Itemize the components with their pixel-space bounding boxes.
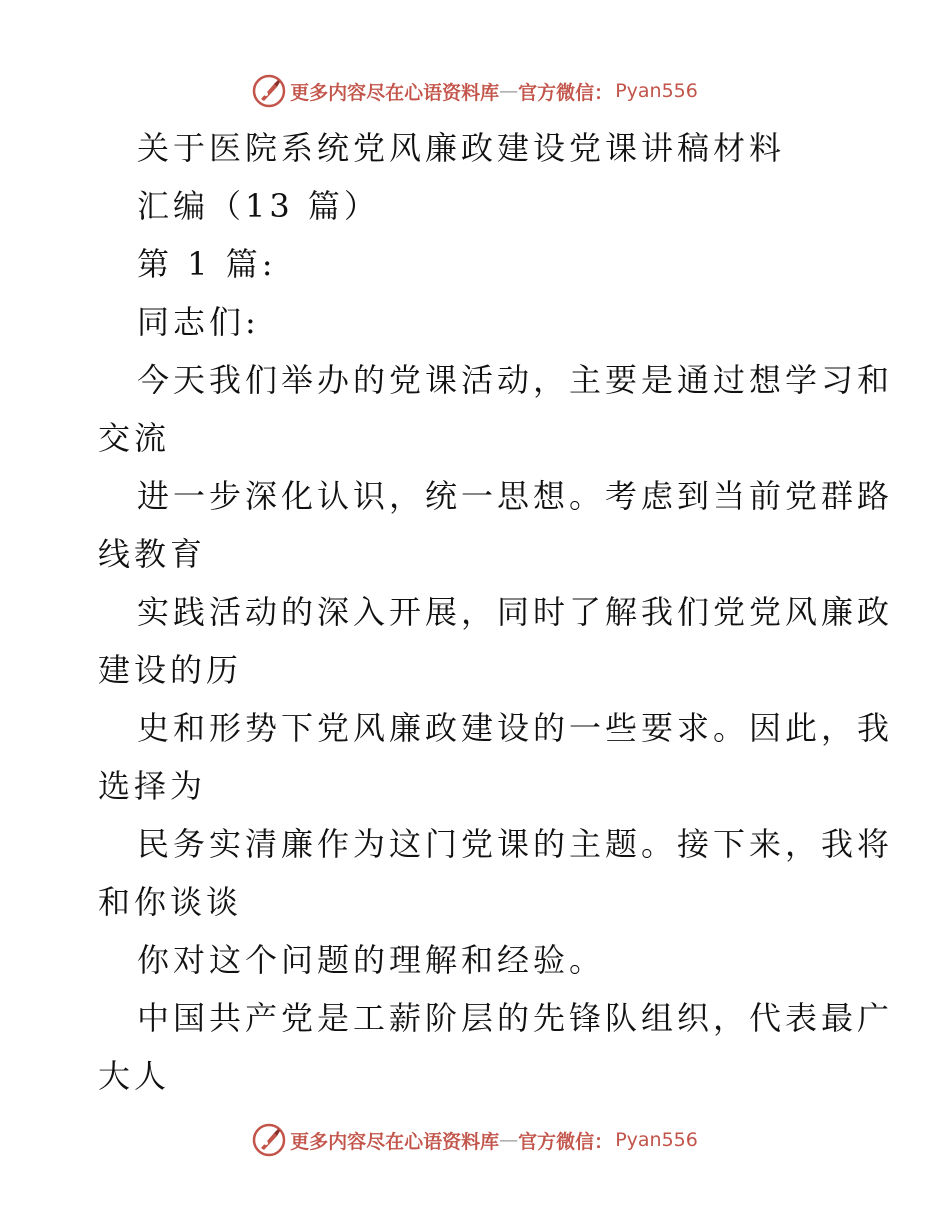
salutation: 同志们: (137, 303, 260, 341)
paragraph-line: 中国共产党是工薪阶层的先锋队组织，代表最广 (137, 999, 894, 1037)
watermark-brand: 更多内容尽在心语资料库 (290, 81, 500, 104)
document-title-continued: 汇编（13 篇） (137, 187, 380, 225)
paragraph-line: 和你谈谈 (98, 883, 243, 921)
paragraph-line: 选择为 (98, 767, 207, 805)
paragraph-line: 今天我们举办的党课活动，主要是通过想学习和 (137, 361, 894, 399)
paragraph-line: 进一步深化认识，统一思想。考虑到当前党群路 (137, 477, 894, 515)
document-title: 关于医院系统党风廉政建设党课讲稿材料 (137, 129, 786, 167)
watermark-official: 官方微信： (518, 1130, 614, 1153)
paragraph-line: 你对这个问题的理解和经验。 (137, 941, 606, 979)
pen-logo-icon (252, 1123, 286, 1157)
paragraph-line: 建设的历 (98, 651, 243, 689)
paragraph-line: 大人 (98, 1057, 171, 1095)
paragraph-line: 交流 (98, 419, 171, 457)
watermark-official: 官方微信： (518, 81, 614, 104)
section-heading: 第 1 篇: (137, 245, 277, 283)
watermark-wechat-id: Pyan556 (615, 80, 698, 102)
paragraph-line: 史和形势下党风廉政建设的一些要求。因此，我 (137, 709, 894, 747)
paragraph-line: 民务实清廉作为这门党课的主题。接下来，我将 (137, 825, 894, 863)
paragraph-line: 线教育 (98, 535, 207, 573)
watermark-dash: — (499, 1129, 519, 1151)
footer-watermark (0, 1120, 950, 1160)
watermark-brand: 更多内容尽在心语资料库 (290, 1130, 500, 1153)
watermark-dash: — (499, 80, 519, 102)
watermark-wechat-id: Pyan556 (615, 1129, 698, 1151)
paragraph-line: 实践活动的深入开展，同时了解我们党党风廉政 (137, 593, 894, 631)
pen-logo-icon (252, 74, 286, 108)
header-watermark (0, 71, 950, 111)
